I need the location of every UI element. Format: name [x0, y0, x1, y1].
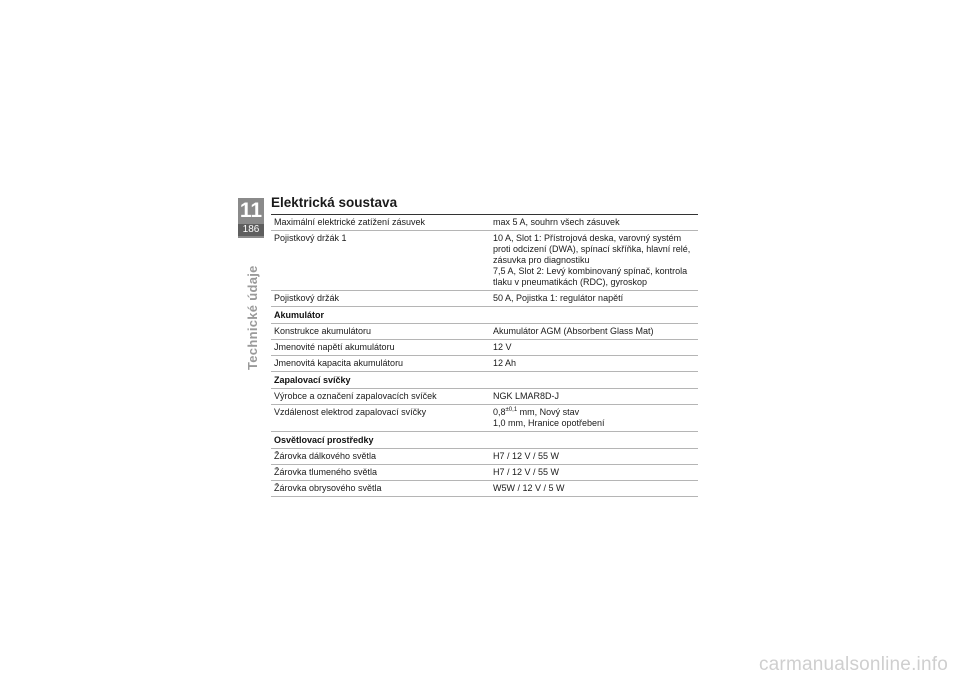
table-row: [271, 356, 698, 372]
value-line: 1,0 mm, Hranice opotřebení: [493, 418, 605, 428]
row-label: Vzdálenost elektrod zapalovací svíčky: [274, 407, 427, 417]
value-line: zásuvka pro diagnostiku: [493, 255, 590, 265]
row-label: Žárovka obrysového světla: [274, 483, 382, 493]
chapter-number: 11: [239, 199, 263, 222]
table-row: [271, 215, 698, 231]
value-line: 7,5 A, Slot 2: Levý kombinovaný spínač, kontrola: [493, 266, 688, 276]
row-label: Pojistkový držák: [274, 293, 340, 303]
value-line: [493, 407, 695, 418]
value-base: 0,8: [493, 407, 506, 417]
row-label: Výrobce a označení zapalovacích svíček: [274, 391, 437, 401]
row-label: Pojistkový držák 1: [274, 233, 347, 243]
table-row: [271, 389, 698, 405]
table-row: [271, 465, 698, 481]
row-value: H7 / 12 V / 55 W: [493, 467, 560, 477]
row-label: Jmenovitá kapacita akumulátoru: [274, 358, 404, 368]
row-value: max 5 A, souhrn všech zásuvek: [493, 217, 620, 227]
row-label: Jmenovité napětí akumulátoru: [274, 342, 395, 352]
row-value: 12 Ah: [493, 358, 517, 368]
row-value: [490, 405, 698, 432]
chapter-tab: [238, 198, 264, 238]
row-value: W5W / 12 V / 5 W: [493, 483, 565, 493]
row-label: Žárovka dálkového světla: [274, 451, 377, 461]
table-heading-row: [271, 372, 698, 389]
row-value: 50 A, Pojistka 1: regulátor napětí: [493, 293, 624, 303]
section-title: Elektrická soustava: [271, 195, 398, 210]
table-row: [271, 481, 698, 497]
table-row: [271, 405, 698, 432]
row-value: 12 V: [493, 342, 512, 352]
row-value: [490, 231, 698, 291]
table-row: [271, 449, 698, 465]
table-row: [271, 324, 698, 340]
table-heading-row: [271, 307, 698, 324]
row-value: Akumulátor AGM (Absorbent Glass Mat): [493, 326, 654, 336]
row-value: H7 / 12 V / 55 W: [493, 451, 560, 461]
chapter-side-label: Technické údaje: [245, 265, 260, 370]
group-heading: Akumulátor: [274, 310, 325, 320]
group-heading: Osvětlovací prostředky: [274, 435, 374, 445]
table-row: [271, 291, 698, 307]
table-row: [271, 231, 698, 291]
row-value: NGK LMAR8D-J: [493, 391, 560, 401]
value-tolerance: ±0,1: [505, 407, 518, 413]
spec-table: [271, 214, 698, 497]
value-line: tlaku v pneumatikách (RDC), gyroskop: [493, 277, 648, 287]
row-label: Konstrukce akumulátoru: [274, 326, 372, 336]
value-line: 10 A, Slot 1: Přístrojová deska, varovný systém: [493, 233, 682, 243]
value-rest: mm, Nový stav: [517, 407, 580, 417]
group-heading: Zapalovací svíčky: [274, 375, 351, 385]
table-row: [271, 340, 698, 356]
row-label: Maximální elektrické zatížení zásuvek: [274, 217, 426, 227]
watermark: carmanualsonline.info: [758, 654, 948, 675]
value-line: proti odcizení (DWA), spínací skříňka, hlavní relé,: [493, 244, 691, 254]
page-number: 186: [238, 224, 264, 236]
table-heading-row: [271, 432, 698, 449]
row-label: Žárovka tlumeného světla: [274, 467, 378, 477]
